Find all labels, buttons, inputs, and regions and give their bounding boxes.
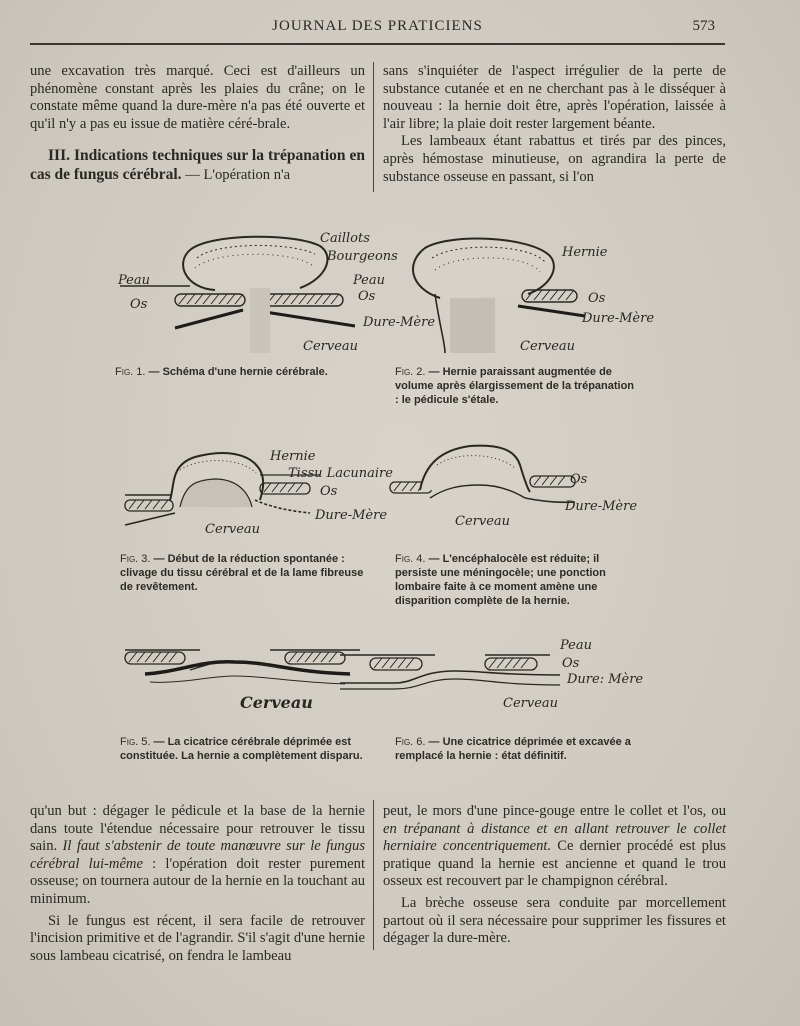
figure-3-caption xyxy=(120,552,375,594)
figure-6-drawing xyxy=(335,635,655,715)
paragraph: Les lambeaux étant rabattus et tirés par des pinces, après hémostase minutieuse, on agrandira la perte de substance osseuse en passant, si l'on xyxy=(383,133,726,185)
paragraph xyxy=(30,803,365,909)
figure-6 xyxy=(335,635,655,715)
emphasis-text: Il faut s'abstenir de toute manœuvre sur le fungus cérébral lui-même xyxy=(30,838,366,872)
figure-6-caption xyxy=(395,735,635,763)
label-os: Os xyxy=(570,472,588,487)
figure-2-caption xyxy=(395,365,635,407)
section-heading: III. Indications techniques sur la trépanation en cas de fungus cérébral. xyxy=(30,147,365,183)
running-head xyxy=(30,18,725,40)
paragraph-text: qu'un but : dégager le pédicule et la base de la hernie dans toute l'étendue nécessaire pour retrouver le tissu sain. xyxy=(30,803,365,855)
figure-3 xyxy=(120,445,395,540)
bottom-right-column xyxy=(383,803,726,948)
label-tissu-lacunaire: Tissu Lacunaire xyxy=(288,466,393,481)
label-peau: Peau xyxy=(560,638,592,653)
figure-number: Fig. 3. xyxy=(120,553,151,565)
paragraph-text: : l'opération doit rester purement osseuse; on tournera autour de la hernie en la touchant au minimum. xyxy=(30,855,365,907)
figure-number: Fig. 5. xyxy=(120,736,151,748)
caption-text: — Schéma d'une hernie cérébrale. xyxy=(148,366,328,378)
header-rule xyxy=(30,43,725,45)
figure-number: Fig. 1. xyxy=(115,366,146,378)
caption-text: — L'encéphalocèle est réduite; il persiste une méningocèle; une ponction lombaire faite à ce moment amène une disparition complète de la hernie. xyxy=(395,553,606,607)
figure-1 xyxy=(115,228,436,358)
label-dure-mere: Dure-Mère xyxy=(315,508,388,523)
label-cerveau: Cerveau xyxy=(455,514,511,529)
label-hernie: Hernie xyxy=(562,245,608,260)
figure-number: Fig. 2. xyxy=(395,366,426,378)
figure-2 xyxy=(400,228,680,358)
figure-4-caption xyxy=(395,552,635,608)
label-dure-mere: Dure-Mère xyxy=(565,499,638,514)
label-caillots: Caillots xyxy=(320,231,370,246)
section-paragraph xyxy=(30,147,365,184)
caption-text: — Début de la réduction spontanée : clivage du tissu cérébral et de la lame fibreuse de revêtement. xyxy=(120,553,364,593)
label-hernie: Hernie xyxy=(270,449,316,464)
figure-3-drawing xyxy=(120,445,395,540)
emphasis-text: en trépanant à distance et en allant retrouver le collet herniaire concentriquement. xyxy=(383,820,726,855)
top-right-column xyxy=(383,63,726,186)
label-cerveau: Cerveau xyxy=(205,522,261,537)
figure-5-caption xyxy=(120,735,375,763)
label-bourgeons: Bourgeons xyxy=(327,249,398,264)
journal-title: JOURNAL DES PRATICIENS xyxy=(272,18,483,34)
paragraph-text: Ce dernier procédé est plus pratique quand la hernie est ancienne et quand le trou osseux est recouvert par le champignon cérébral. xyxy=(383,838,726,890)
label-dure-mere: Dure-Mère xyxy=(582,311,655,326)
bottom-left-column xyxy=(30,803,365,965)
label-os: Os xyxy=(588,291,606,306)
paragraph: une excavation très marqué. Ceci est d'ailleurs un phénomène constant après les plaies du crâne; on le constate même quand la dure-mère n'a pas été ouverte et qu'il n'y a pas eu issue de matière céré-brale. xyxy=(30,63,365,132)
figure-4 xyxy=(385,440,675,535)
label-os: Os xyxy=(562,656,580,671)
figure-1-drawing xyxy=(115,228,436,358)
paragraph: Si le fungus est récent, il sera facile de retrouver l'incision primitive et de l'agrandir. S'il s'agit d'une hernie sous lambeau cicatrisé, on fendra le lambeau xyxy=(30,912,365,964)
paragraph xyxy=(383,803,726,891)
figure-4-drawing xyxy=(385,440,675,535)
column-divider xyxy=(373,800,374,950)
figure-1-caption xyxy=(115,365,375,379)
caption-text: — Hernie paraissant augmentée de volume après élargissement de la trépanation : le pédicule s'étale. xyxy=(395,366,635,406)
paragraph-text: peut, le mors d'une pince-gouge entre le collet et l'os, ou xyxy=(383,803,726,819)
label-peau-left: Peau xyxy=(118,273,150,288)
column-divider xyxy=(373,62,374,192)
label-peau-right: Peau xyxy=(353,273,385,288)
figure-2-drawing xyxy=(400,228,680,358)
label-cerveau: Cerveau xyxy=(240,693,313,712)
label-cerveau: Cerveau xyxy=(503,696,559,711)
paragraph-text: — L'opération n'a xyxy=(185,166,291,183)
paragraph: sans s'inquiéter de l'aspect irrégulier de la perte de substance cutanée et en ne cherchant pas à le disséquer à nouveau : la hernie doit être, après l'opération, laissée à l'air libre; la plaie doit rester largement béante. xyxy=(383,63,726,132)
figure-number: Fig. 4. xyxy=(395,553,426,565)
top-left-column xyxy=(30,63,365,185)
figure-5 xyxy=(120,640,365,715)
label-os-right: Os xyxy=(358,289,376,304)
caption-text: — La cicatrice cérébrale déprimée est constituée. La hernie a complètement disparu. xyxy=(120,736,363,762)
label-dure-mere: Dure: Mère xyxy=(567,672,644,687)
label-os: Os xyxy=(320,484,338,499)
label-os-left: Os xyxy=(130,297,148,312)
caption-text: — Une cicatrice déprimée et excavée a remplacé la hernie : état définitif. xyxy=(395,736,631,762)
label-cerveau: Cerveau xyxy=(520,339,576,354)
page-number: 573 xyxy=(692,18,715,34)
paragraph: La brèche osseuse sera conduite par morcellement partout où il sera nécessaire pour supprimer les fissures et dégager la dure-mère. xyxy=(383,894,726,947)
figure-5-drawing xyxy=(120,640,365,715)
label-cerveau: Cerveau xyxy=(303,339,359,354)
label-dure-mere: Dure-Mère xyxy=(363,315,436,330)
figure-number: Fig. 6. xyxy=(395,736,426,748)
